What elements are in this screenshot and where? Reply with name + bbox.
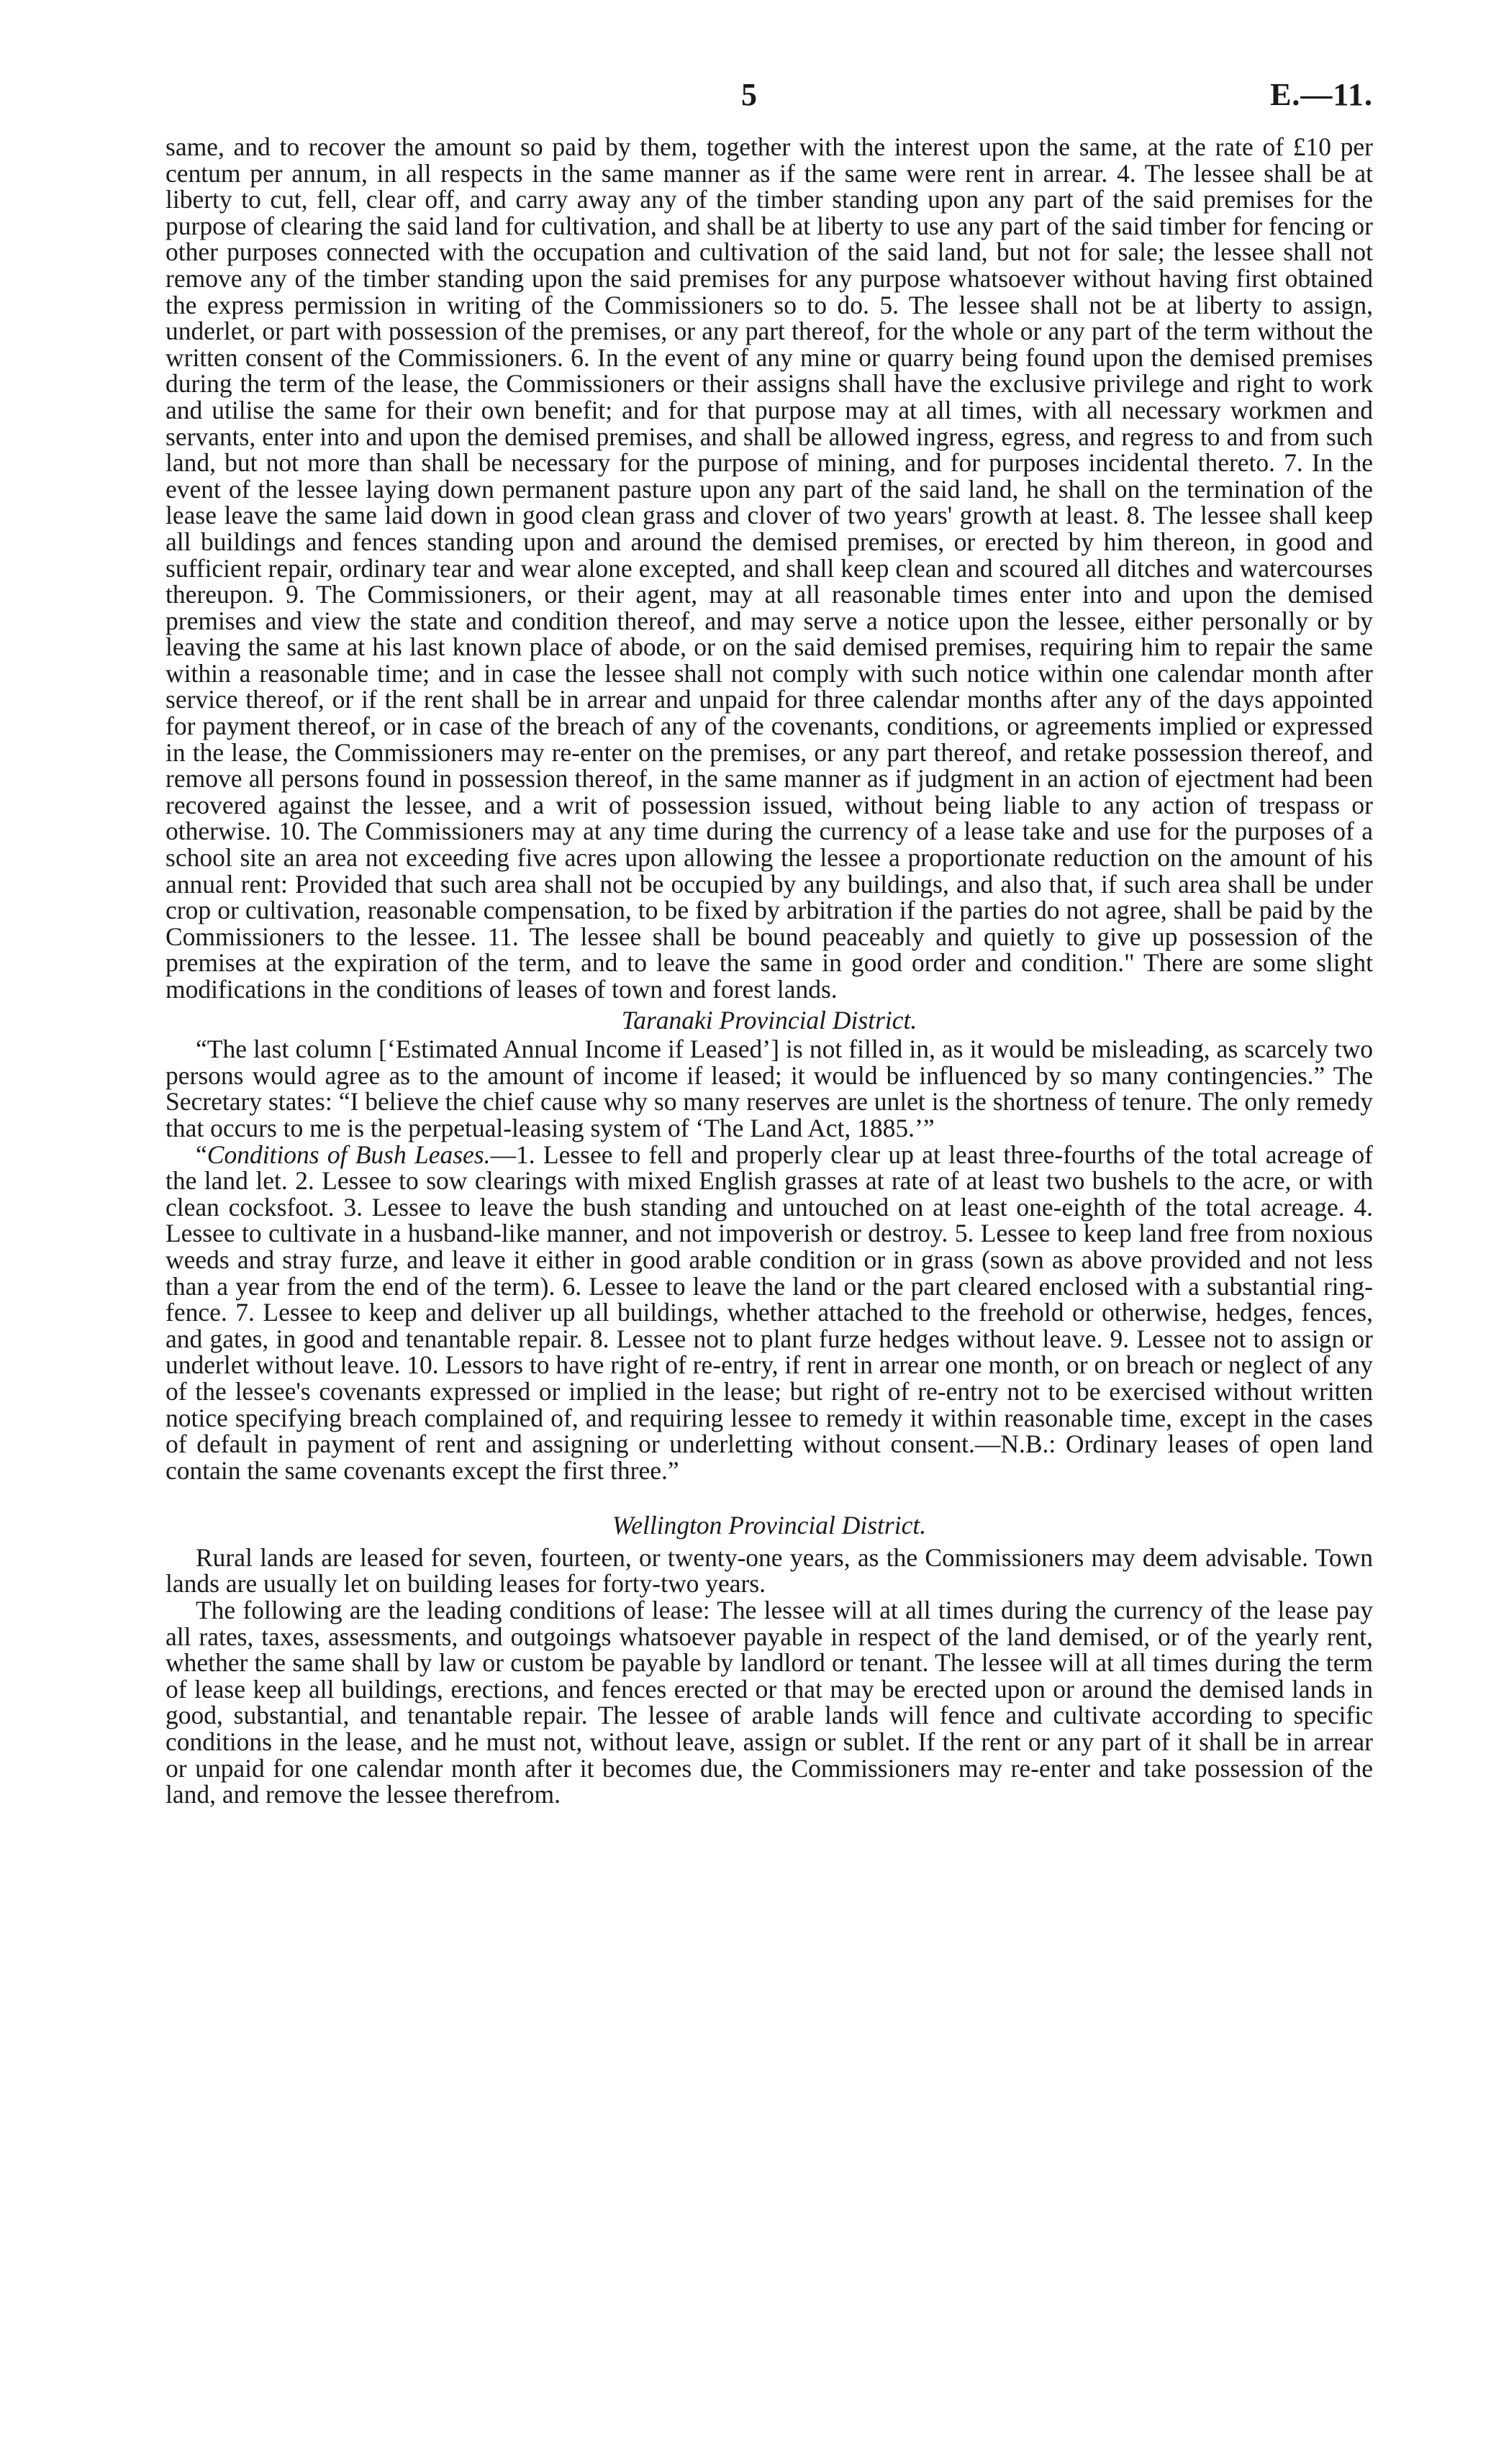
paragraph-wellington-terms: Rural lands are leased for seven, fourteen, or twenty-one years, as the Commissioners may deem advisable. Town lands are usually let on building leases for forty-two years. [166,1542,1373,1599]
page-number: 5 [741,77,757,112]
page-header [166,69,1373,134]
paragraph-lease-conditions-continued: same, and to recover the amount so paid by them, together with the interest upon the same, at the rate of £10 per centum per annum, in all respects in the same manner as if the same were rent in arrear. 4. The lessee shall be at liberty to cut, fell, clear off, and carry away any of the timber standing upon any part of the said premises for the purpose of clearing the said land for cultivation, and shall be at liberty to use any part of the said timber for fencing or other purposes connected with the occupation and cultivation of the said land, but not for sale; the lessee shall not remove any of the timber standing upon the said premises for any purpose whatsoever without having first obtained the express permission in writing of the Commissioners so to do. 5. The lessee shall not be at liberty to assign, underlet, or part with possession of the premises, or any part thereof, for the whole or any part of the term without the written consent of the Commissioners. 6. In the event of any mine or quarry being found upon the demised premises during the term of the lease, the Commissioners or their assigns shall have the exclusive privilege and right to work and utilise the same for their own benefit; and for that purpose may at all times, with all necessary workmen and servants, enter into and upon the demised premises, and shall be allowed ingress, egress, and regress to and from such land, but not more than shall be necessary for the purpose of mining, and for purposes incidental thereto. 7. In the event of the lessee laying down permanent pasture upon any part of the said land, he shall on the termination of the lease leave the same laid down in good clean grass and clover of two years' growth at least. 8. The lessee shall keep all buildings and fences standing upon and around the demised premises, or erected by him thereon, in good and sufficient repair, ordinary tear and wear alone excepted, and shall keep clean and scoured all ditches and watercourses thereupon. 9. The Commissioners, or their agent, may at all reasonable times enter into and upon the demised premises and view the state and condition thereof, and may serve a notice upon the lessee, either personally or by leaving the same at his last known place of abode, or on the said demised premises, requiring him to repair the same within a reasonable time; and in case the lessee shall not comply with such notice within one calendar month after service thereof, or if the rent shall be in arrear and unpaid for three calendar months after any of the days appointed for payment thereof, or in case of the breach of any of the covenants, conditions, or agreements implied or expressed in the lease, the Commissioners may re-enter on the premises, or any part thereof, and retake possession thereof, and remove all persons found in possession thereof, in the same manner as if judgment in an action of ejectment had been recovered against the lessee, and a writ of possession issued, without being liable to any action of trespass or otherwise. 10. The Commissioners may at any time during the currency of a lease take and use for the purposes of a school site an area not exceeding five acres upon allowing the lessee a proportionate reduction on the amount of his annual rent: Provided that such area shall not be occupied by any buildings, and also that, if such area shall be under crop or cultivation, reasonable compensation, to be fixed by arbitration if the parties do not agree, shall be paid by the Commissioners to the lessee. 11. The lessee shall be bound peaceably and quietly to give up possession of the premises at the expiration of the term, and to leave the same in good order and condition." There are some slight modifications in the conditions of leases of town and forest lands. [166,132,1373,1004]
bush-leases-title: Conditions of Bush Leases. [207,1140,491,1169]
paragraph-wellington-conditions: The following are the leading conditions of lease: The lessee will at all times during the currency of the lease pay all rates, taxes, assessments, and outgoings whatsoever payable in respect of the land demised, or of the yearly rent, whether the same shall by law or custom be payable by landlord or tenant. The lessee will at all times during the term of lease keep all buildings, erections, and fences erected or that may be erected upon or around the demised lands in good, substantial, and tenantable repair. The lessee of arable lands will fence and cultivate according to specific conditions in the lease, and he must not, without leave, assign or sublet. If the rent or any part of it shall be in arrear or unpaid for one calendar month after it becomes due, the Commissioners may re-enter and take possession of the land, and remove the lessee therefrom. [166,1596,1373,1809]
section-heading-taranaki: Taranaki Provincial District. [621,1005,917,1035]
section-heading-wellington: Wellington Provincial District. [612,1511,927,1540]
bush-leases-text: —1. Lessee to fell and properly clear up at least three-fourths of the total acreage of the land let. 2. Lessee to sow clearings with mixed English grasses at rate of at least two bushels to the acre, or with clean cocksfoot. 3. Lessee to leave the bush standing and untouched on at least one-eighth of the total acreage. 4. Lessee to cultivate in a husband-like manner, and not impoverish or destroy. 5. Lessee to keep land free from noxious weeds and stray furze, and leave it either in good arable condition or in grass (sown as above provided and not less than a year from the end of the term). 6. Lessee to leave the land or the part cleared enclosed with a substantial ring-fence. 7. Lessee to keep and deliver up all buildings, whether attached to the freehold or otherwise, hedges, fences, and gates, in good and tenantable repair. 8. Lessee not to plant furze hedges without leave. 9. Lessee not to assign or underlet without leave. 10. Lessors to have right of re-entry, if rent in arrear one month, or on breach or neglect of any of the lessee's covenants expressed or implied in the lease; but right of re-entry not to be exercised without written notice specifying breach complained of, and requiring lessee to remedy it within reasonable time, except in the cases of default in payment of rent and assigning or underletting without consent.—N.B.: Ordinary leases of open land contain the same covenants except the first three.” [166,1140,1373,1485]
paragraph-bush-leases [166,1142,1373,1484]
document-page [166,69,1373,1808]
paragraph-taranaki-income: “The last column [‘Estimated Annual Income if Leased’] is not filled in, as it would be misleading, as scarcely two persons would agree as to the amount of income if leased; it would be influenced by so many contingencies.” The Secretary states: “I believe the chief cause why so many reserves are unlet is the shortness of tenure. The only remedy that occurs to me is the perpetual-leasing system of ‘The Land Act, 1885.’” [166,1035,1373,1142]
bush-leases-open-quote: “ [196,1140,207,1169]
document-reference: E.—11. [1270,77,1373,112]
